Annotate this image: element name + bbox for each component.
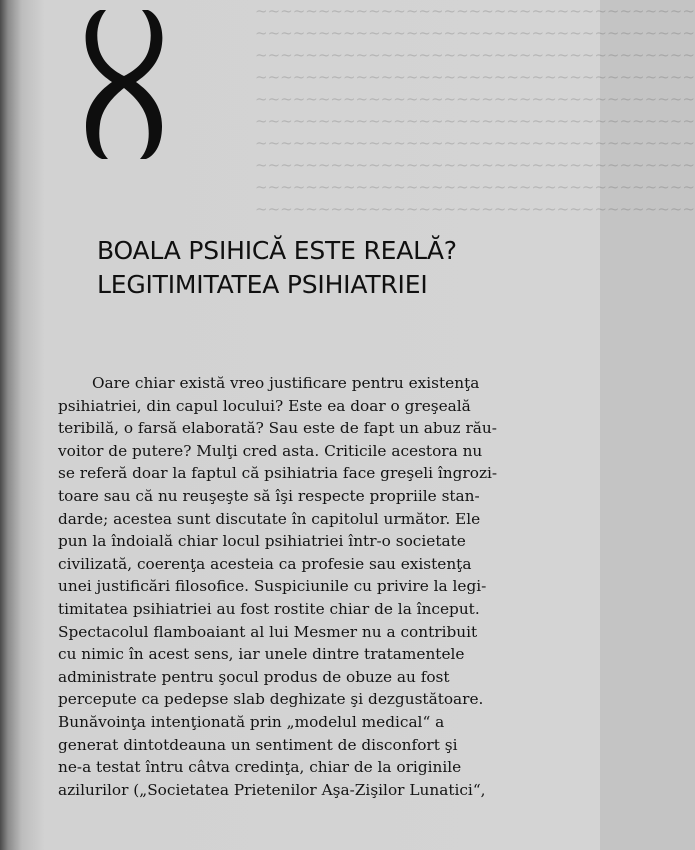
body-line: cu nimic în acest sens, iar unele dintre tratamentele xyxy=(58,645,465,664)
body-line: Oare chiar există vreo justificare pentru existenţa xyxy=(92,374,480,392)
body-line: ne-a testat întru câtva credinţa, chiar de la originile xyxy=(58,758,462,777)
body-line: voitor de putere? Mulţi cred asta. Criticile acestora nu xyxy=(58,441,483,460)
body-line: darde; acestea sunt discutate în capitolul următor. Ele xyxy=(58,509,481,528)
body-line: civilizată, coerenţa acesteia ca profesie sau existenţa xyxy=(58,554,472,573)
body-line: generat dintotdeauna un sentiment de disconfort şi xyxy=(58,735,458,754)
body-line: azilurilor („Societatea Prietenilor Aşa-Zişilor Lunatici“, xyxy=(58,780,486,799)
show-through-text: ~~~~~~~~~~~~~~~~~~~~~~~~~~~~~~~~~~~ ~~~~~~~~~~~~~~~~~~~~~~~~~~~~~~~~~~~ ~~~~~~~~~~~~~~~~~~~~~~~~~~~~~~~~~~~ ~~~~~~~~~~~~~~~~~~~~~~~~~~~~~~~~~~~ ~~~~~~~~~~~~~~~~~~~~~~~~~~~~~~~~~~~ ~~~~~~~~~~~~~~~~~~~~~~~~~~~~~~~~~~~ ~~~~~~~~~~~~~~~~~~~~~~~~~~~~~~~~~~~ ~~~~~~~~~~~~~~~~~~~~~~~~~~~~~~~~~~~ ~~~~~~~~~~~~~~~~~~~~~~~~~~~~~~~~~~~ ~~~~~~~~~~~~~~~~~~~~~~~~~~~~~~~~~~~ xyxy=(255,2,695,218)
chapter-number: 8 xyxy=(123,154,125,155)
chapter-title-line-1: BOALA PSIHICĂ ESTE REALĂ? xyxy=(97,236,457,265)
body-line: timitatea psihiatriei au fost rostite chiar de la început. xyxy=(58,599,480,618)
chapter-title xyxy=(97,234,457,302)
body-line: unei justificări filosofice. Suspiciunile cu privire la legi- xyxy=(58,577,487,596)
body-line: teribilă, o farsă elaborată? Sau este de fapt un abuz rău- xyxy=(58,419,497,438)
body-line: toare sau că nu reuşeşte să îşi respecte propriile stan- xyxy=(58,486,480,505)
body-line: se referă doar la faptul că psihiatria face greşeli îngrozi- xyxy=(58,464,498,483)
chapter-number-graphic xyxy=(78,4,170,164)
body-line: Bunăvoinţa intenţionată prin „modelul medical“ a xyxy=(58,712,445,731)
body-line: administrate pentru şocul produs de obuze au fost xyxy=(58,667,450,686)
body-line: percepute ca pedepse slab deghizate şi dezgustătoare. xyxy=(58,690,484,709)
body-line: psihiatriei, din capul locului? Este ea doar o greşeală xyxy=(58,396,471,415)
body-paragraph xyxy=(58,372,556,801)
body-line: Spectacolul flamboaiant al lui Mesmer nu a contribuit xyxy=(58,622,478,641)
body-line: pun la îndoială chiar locul psihiatriei într-o societate xyxy=(58,532,466,551)
chapter-title-line-2: LEGITIMITATEA PSIHIATRIEI xyxy=(97,270,428,299)
